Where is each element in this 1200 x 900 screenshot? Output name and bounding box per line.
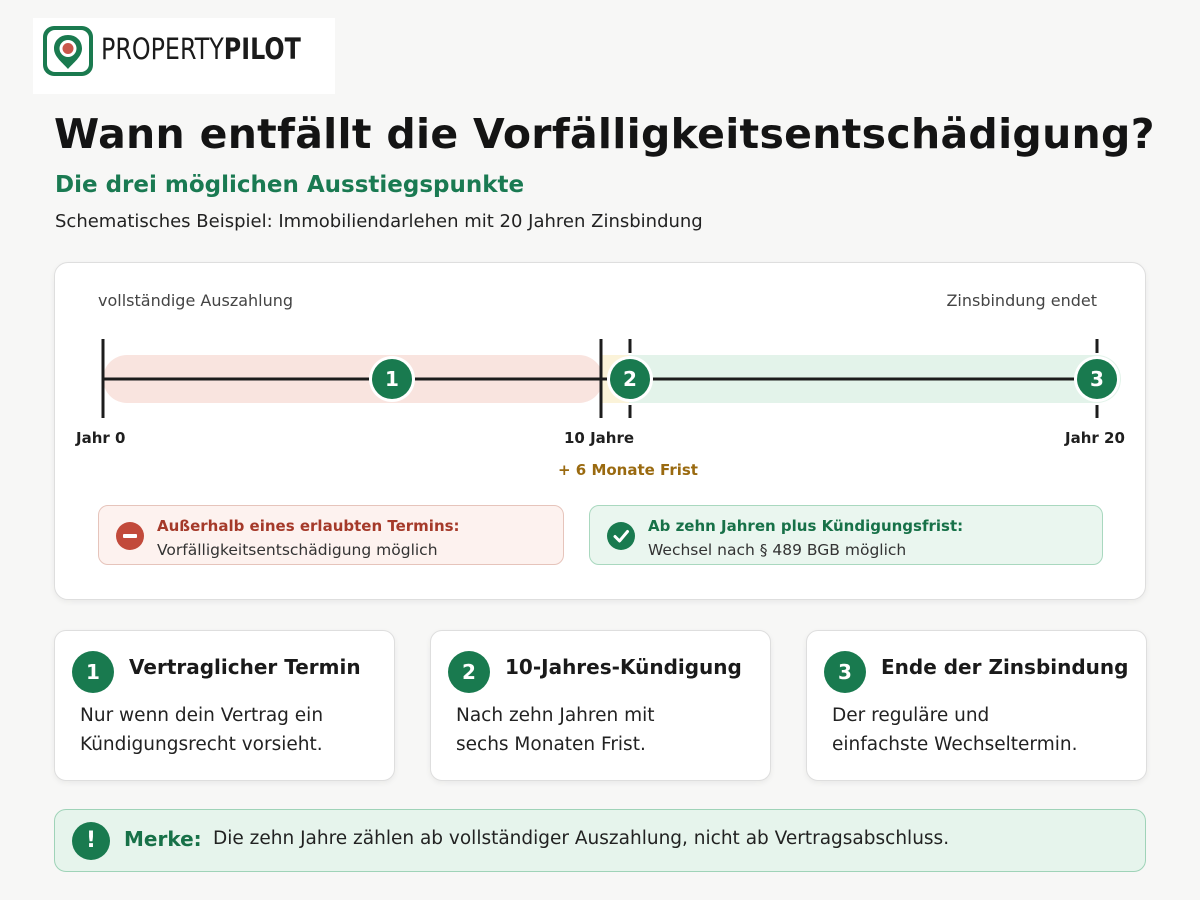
card-body-line: Kündigungsrecht vorsieht. [80,734,323,755]
card-end-of-fixed-rate [806,630,1147,781]
exclamation-icon: ! [72,822,110,860]
card-body-line: Der reguläre und [832,705,990,726]
frist-label: + 6 Monate Frist [558,461,698,479]
check-icon [607,522,635,550]
brand-logo [33,18,335,94]
page-title: Wann entfällt die Vorfälligkeitsentschädigung? [54,110,1155,158]
timeline-panel [54,262,1146,600]
card-title: Vertraglicher Termin [129,655,361,679]
brand-name [101,32,301,66]
marker-2 [607,356,653,402]
legend-green-title: Ab zehn Jahren plus Kündigungsfrist: [648,517,964,535]
note-label: Merke: [124,827,202,851]
page-caption: Schematisches Beispiel: Immobiliendarlehen mit 20 Jahren Zinsbindung [55,211,703,232]
tick-label-year-0: Jahr 0 [76,429,126,447]
marker-1-label: 1 [385,367,399,391]
legend-green [589,505,1103,565]
brand-name-regular: PROPERTY [101,32,224,66]
card-number-3: 3 [824,651,866,693]
card-body [832,701,1132,759]
brand-name-bold: PILOT [223,32,301,66]
card-body-line: Nach zehn Jahren mit [456,705,655,726]
page-subtitle: Die drei möglichen Ausstiegspunkte [55,172,525,198]
card-ten-year-termination [430,630,771,781]
card-number-1: 1 [72,651,114,693]
marker-3-label: 3 [1090,367,1104,391]
legend-green-text: Wechsel nach § 489 BGB möglich [648,541,907,559]
marker-2-label: 2 [623,367,637,391]
tick-label-10-years: 10 Jahre [564,429,635,447]
timeline-start-label: vollständige Auszahlung [98,291,294,310]
location-pin-logo-icon [41,24,95,78]
card-body-line: Nur wenn dein Vertrag ein [80,705,324,726]
tick-label-year-20: Jahr 20 [1065,429,1125,447]
card-body-line: sechs Monaten Frist. [456,734,646,755]
card-title: 10-Jahres-Kündigung [505,655,742,679]
card-body [456,701,756,759]
card-title: Ende der Zinsbindung [881,655,1129,679]
card-body [80,701,380,759]
note-box [54,809,1146,872]
marker-1 [369,356,415,402]
marker-3 [1074,356,1120,402]
card-body-line: einfachste Wechseltermin. [832,734,1078,755]
card-contract-date [54,630,395,781]
card-number-2: 2 [448,651,490,693]
minus-icon [116,522,144,550]
legend-red-title: Außerhalb eines erlaubten Termins: [157,517,460,535]
timeline-end-label: Zinsbindung endet [946,291,1097,310]
note-text: Die zehn Jahre zählen ab vollständiger Auszahlung, nicht ab Vertragsabschluss. [213,828,950,849]
legend-red [98,505,564,565]
legend-red-text: Vorfälligkeitsentschädigung möglich [157,541,438,559]
